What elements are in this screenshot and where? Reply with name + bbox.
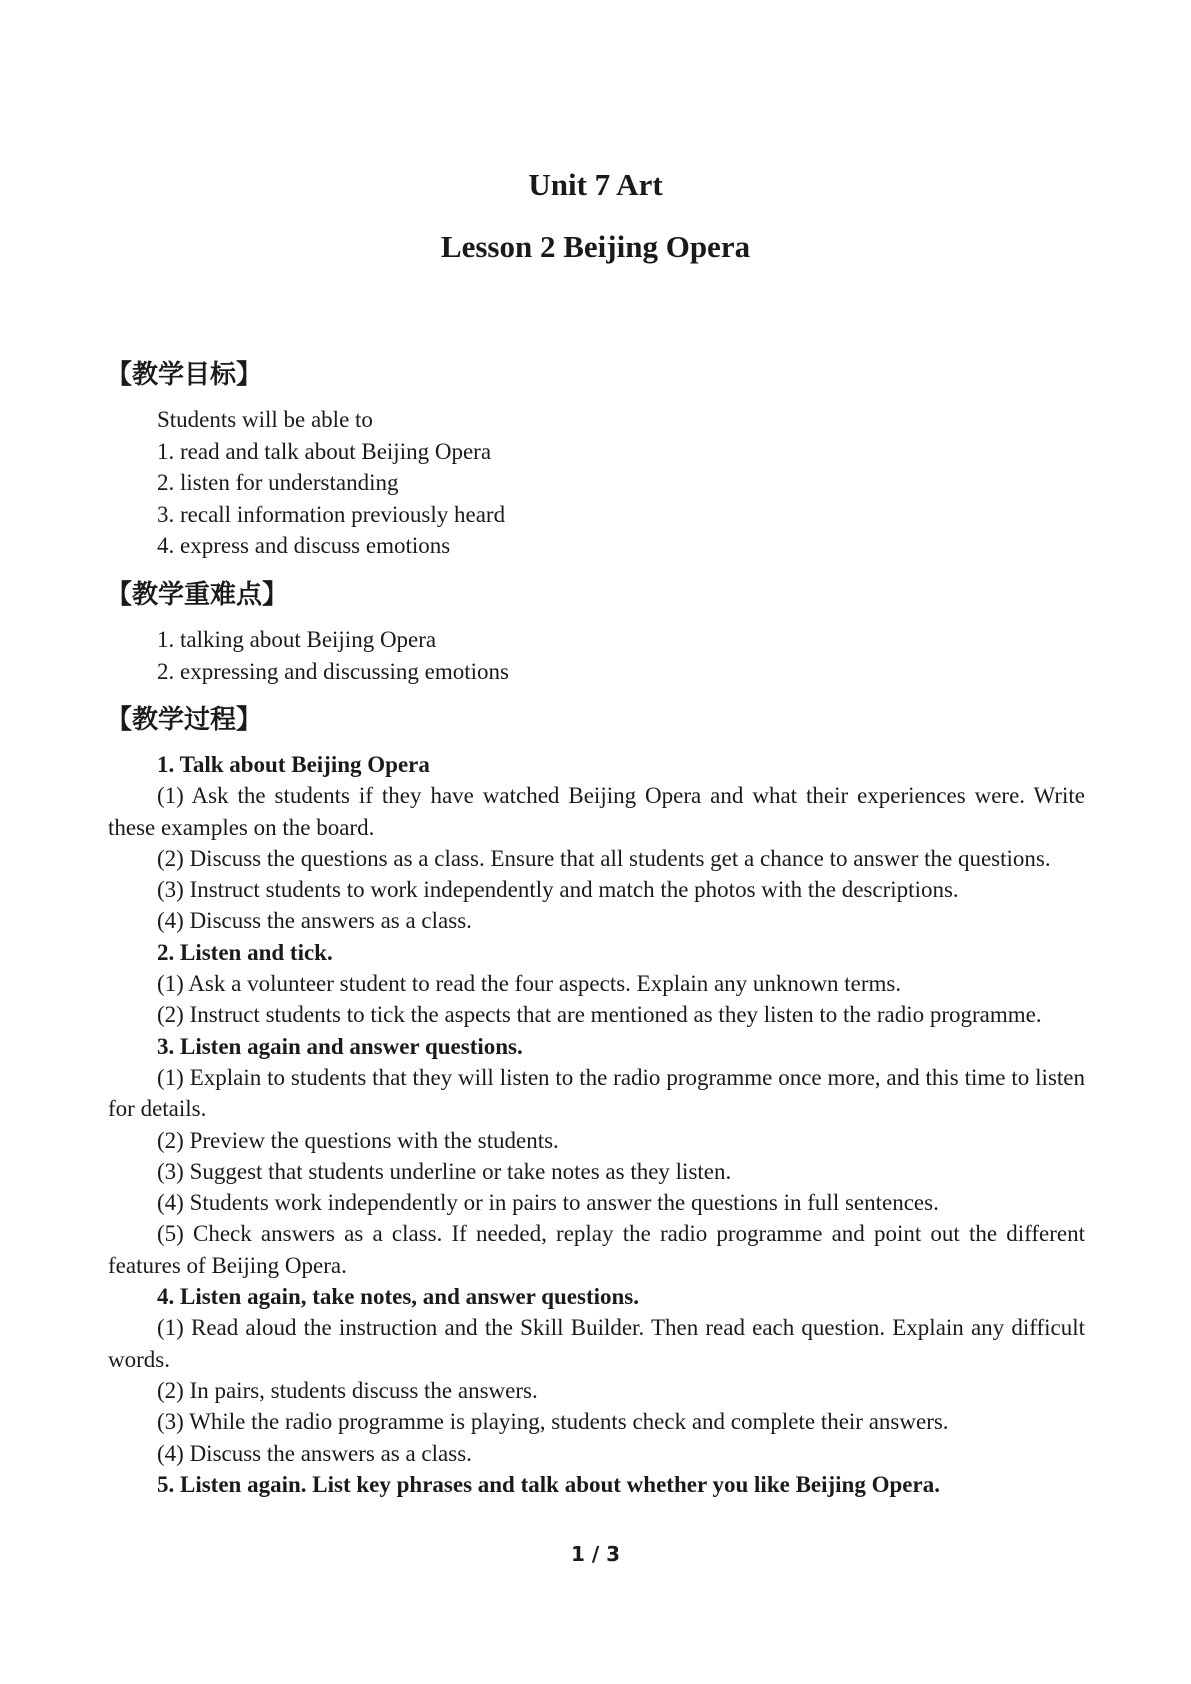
step-paragraph: (2) Discuss the questions as a class. Ensure that all students get a chance to answer the questions. xyxy=(157,845,1051,871)
step-paragraph: (5) Check answers as a class. If needed, replay the radio programme and point out the different features of Beijing Opera. xyxy=(108,1221,1085,1278)
step-paragraph: (2) Instruct students to tick the aspects that are mentioned as they listen to the radio programme. xyxy=(157,1002,1042,1028)
step-paragraph: (2) In pairs, students discuss the answers. xyxy=(157,1377,538,1403)
step-heading: 1. Talk about Beijing Opera xyxy=(157,752,430,777)
unit-title: Unit 7 Art xyxy=(528,167,663,202)
step-paragraph: (1) Explain to students that they will listen to the radio programme once more, and this time to listen for details. xyxy=(108,1064,1085,1122)
page-number: 1 / 3 xyxy=(570,1542,621,1566)
key-points-list xyxy=(157,624,509,687)
step-paragraph: (1) Read aloud the instruction and the Skill Builder. Then read each question. Explain any difficult words. xyxy=(108,1315,1085,1372)
step-paragraph: (1) Ask a volunteer student to read the four aspects. Explain any unknown terms. xyxy=(157,971,902,997)
step-paragraph: (4) Discuss the answers as a class. xyxy=(157,1440,472,1466)
step-paragraph: (3) While the radio programme is playing, students check and complete their answers. xyxy=(157,1409,949,1435)
objectives-list xyxy=(157,404,505,562)
list-item: 1. read and talk about Beijing Opera xyxy=(157,438,492,464)
step-paragraph: (2) Preview the questions with the students. xyxy=(157,1127,559,1153)
list-item: 2. listen for understanding xyxy=(157,470,399,495)
section-heading-key-points: 【教学重难点】 xyxy=(106,580,289,610)
lesson-title: Lesson 2 Beijing Opera xyxy=(440,229,751,264)
step-heading: 5. Listen again. List key phrases and talk about whether you like Beijing Opera. xyxy=(157,1471,940,1497)
step-heading: 4. Listen again, take notes, and answer questions. xyxy=(157,1284,640,1310)
step-paragraph: (3) Instruct students to work independently and match the photos with the descriptions. xyxy=(157,877,959,903)
step-paragraph: (4) Discuss the answers as a class. xyxy=(157,908,472,934)
section-heading-objectives: 【教学目标】 xyxy=(106,360,263,390)
step-heading: 3. Listen again and answer questions. xyxy=(157,1033,523,1059)
step-paragraph: (3) Suggest that students underline or take notes as they listen. xyxy=(157,1158,732,1184)
list-item: Students will be able to xyxy=(157,407,373,432)
step-paragraph: (4) Students work independently or in pairs to answer the questions in full sentences. xyxy=(157,1190,939,1216)
process-body xyxy=(108,749,1085,1500)
list-item: 1. talking about Beijing Opera xyxy=(157,627,437,652)
step-paragraph: (1) Ask the students if they have watched Beijing Opera and what their experiences were. Write these examples on the board. xyxy=(108,783,1085,840)
list-item: 3. recall information previously heard xyxy=(157,501,506,527)
section-heading-process: 【教学过程】 xyxy=(106,705,263,735)
list-item: 4. express and discuss emotions xyxy=(157,533,451,558)
step-heading: 2. Listen and tick. xyxy=(157,939,333,965)
list-item: 2. expressing and discussing emotions xyxy=(157,658,509,684)
